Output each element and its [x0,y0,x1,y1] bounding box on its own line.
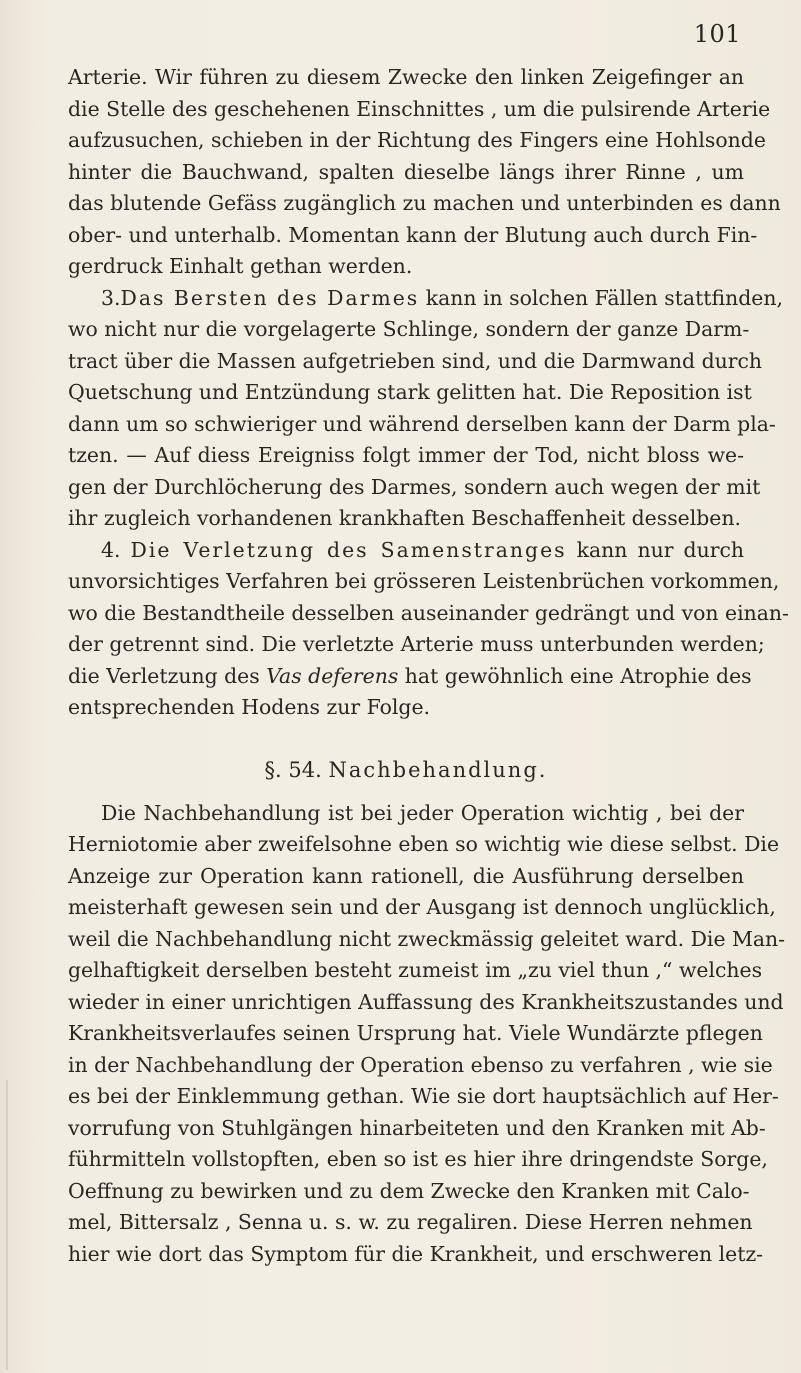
text-line: wo die Bestandtheile desselben auseinander gedrängt und von einan- [68,600,789,625]
spaced-title: Die Verletzung des Samenstranges [130,537,567,562]
text-line: Die Nachbehandlung ist bei jeder Operation wichtig , bei der [101,800,744,825]
text-line: gerdruck Einhalt gethan werden. [68,254,413,278]
text-body [68,62,789,1270]
line-rest: kann in solchen Fällen stattfinden, [419,285,783,310]
text-line: Herniotomie aber zweifelsohne eben so wichtig wie diese selbst. Die [68,832,780,856]
text-line: hier wie dort das Symptom für die Krankheit, und erschweren letz- [68,1241,764,1266]
text-line: ihr zugleich vorhandenen krankhaften Beschaffenheit desselben. [68,506,741,530]
text-line: gen der Durchlöcherung des Darmes, sondern auch wegen der mit [68,474,761,499]
text-line: unvorsichtiges Verfahren bei grösseren Leistenbrüchen vorkommen, [68,569,780,593]
item-number: 4. [101,537,121,562]
page-number: 101 [693,20,741,48]
text-line: der getrennt sind. Die verletzte Arterie muss unterbunden werden; [68,632,765,656]
text-line: hinter die Bauchwand, spalten dieselbe längs ihrer Rinne , um [68,159,744,184]
text-line: führmitteln vollstopften, eben so ist es hier ihre dringendste Sorge, [68,1147,768,1171]
text-line: in der Nachbehandlung der Operation ebenso zu verfahren , wie sie [68,1052,773,1077]
text-line: ober- und unterhalb. Momentan kann der Blutung auch durch Fin- [68,222,758,247]
text-line: Quetschung und Entzündung stark gelitten hat. Die Reposition ist [68,380,752,404]
text-line: es bei der Einklemmung gethan. Wie sie dort hauptsächlich auf Her- [68,1084,779,1108]
section-title: Nachbehandlung. [328,757,548,782]
line-start: die Verletzung des [68,663,267,688]
text-line: mel, Bittersalz , Senna u. s. w. zu regaliren. Diese Herren nehmen [68,1210,753,1234]
text-line: Arterie. Wir führen zu diesem Zwecke den linken Zeigefinger an [68,65,744,89]
spaced-title: Das Bersten des Darmes [120,285,420,310]
line-rest: kann nur durch [566,537,744,562]
item-number: 3. [101,285,121,310]
text-line: Oeffnung zu bewirken und zu dem Zwecke den Kranken mit Calo- [68,1178,750,1203]
text-line: tzen. — Auf diess Ereigniss folgt immer der Tod, nicht bloss we- [68,443,744,467]
text-line: aufzusuchen, schieben in der Richtung des Fingers eine Hohlsonde [68,128,766,152]
italic-term: Vas deferens [266,663,399,688]
text-line [68,283,783,315]
paragraph-nachbehandlung [68,798,786,1271]
section-heading [68,750,744,790]
text-line: Krankheitsverlaufes seinen Ursprung hat. Viele Wundärzte pflegen [68,1021,763,1045]
text-line: entsprechenden Hodens zur Folge. [68,695,431,719]
text-line: die Stelle des geschehenen Einschnittes , um die pulsirende Arterie [68,96,771,121]
text-line: gelhaftigkeit derselben besteht zumeist im „zu viel thun ,“ welches [68,958,763,982]
text-line: vorrufung von Stuhlgängen hinarbeiteten und den Kranken mit Ab- [68,1115,766,1140]
text-line: dann um so schwieriger und während derselben kann der Darm pla- [68,411,776,436]
page-edge-shadow [6,1080,8,1370]
text-line: wo nicht nur die vorgelagerte Schlinge, sondern der ganze Darm- [68,317,750,341]
text-line: weil die Nachbehandlung nicht zweckmässig geleitet ward. Die Man- [68,926,786,951]
paragraph-bersten-des-darmes [68,283,783,535]
paragraph-samenstrang [68,535,789,724]
text-line [68,535,744,567]
section-number: §. 54. [264,757,322,782]
text-line: Anzeige zur Operation kann rationell, die Ausführung derselben [68,863,744,888]
text-line: wieder in einer unrichtigen Auffassung des Krankheitszustandes und [68,989,784,1014]
paragraph-arterie [68,62,781,283]
text-line: das blutende Gefäss zugänglich zu machen und unterbinden es dann [68,191,781,215]
text-line: meisterhaft gewesen sein und der Ausgang ist dennoch unglücklich, [68,895,776,919]
line-end: hat gewöhnlich eine Atrophie des [398,663,752,688]
text-line [68,661,752,693]
text-line: tract über die Massen aufgetrieben sind, und die Darmwand durch [68,348,763,373]
